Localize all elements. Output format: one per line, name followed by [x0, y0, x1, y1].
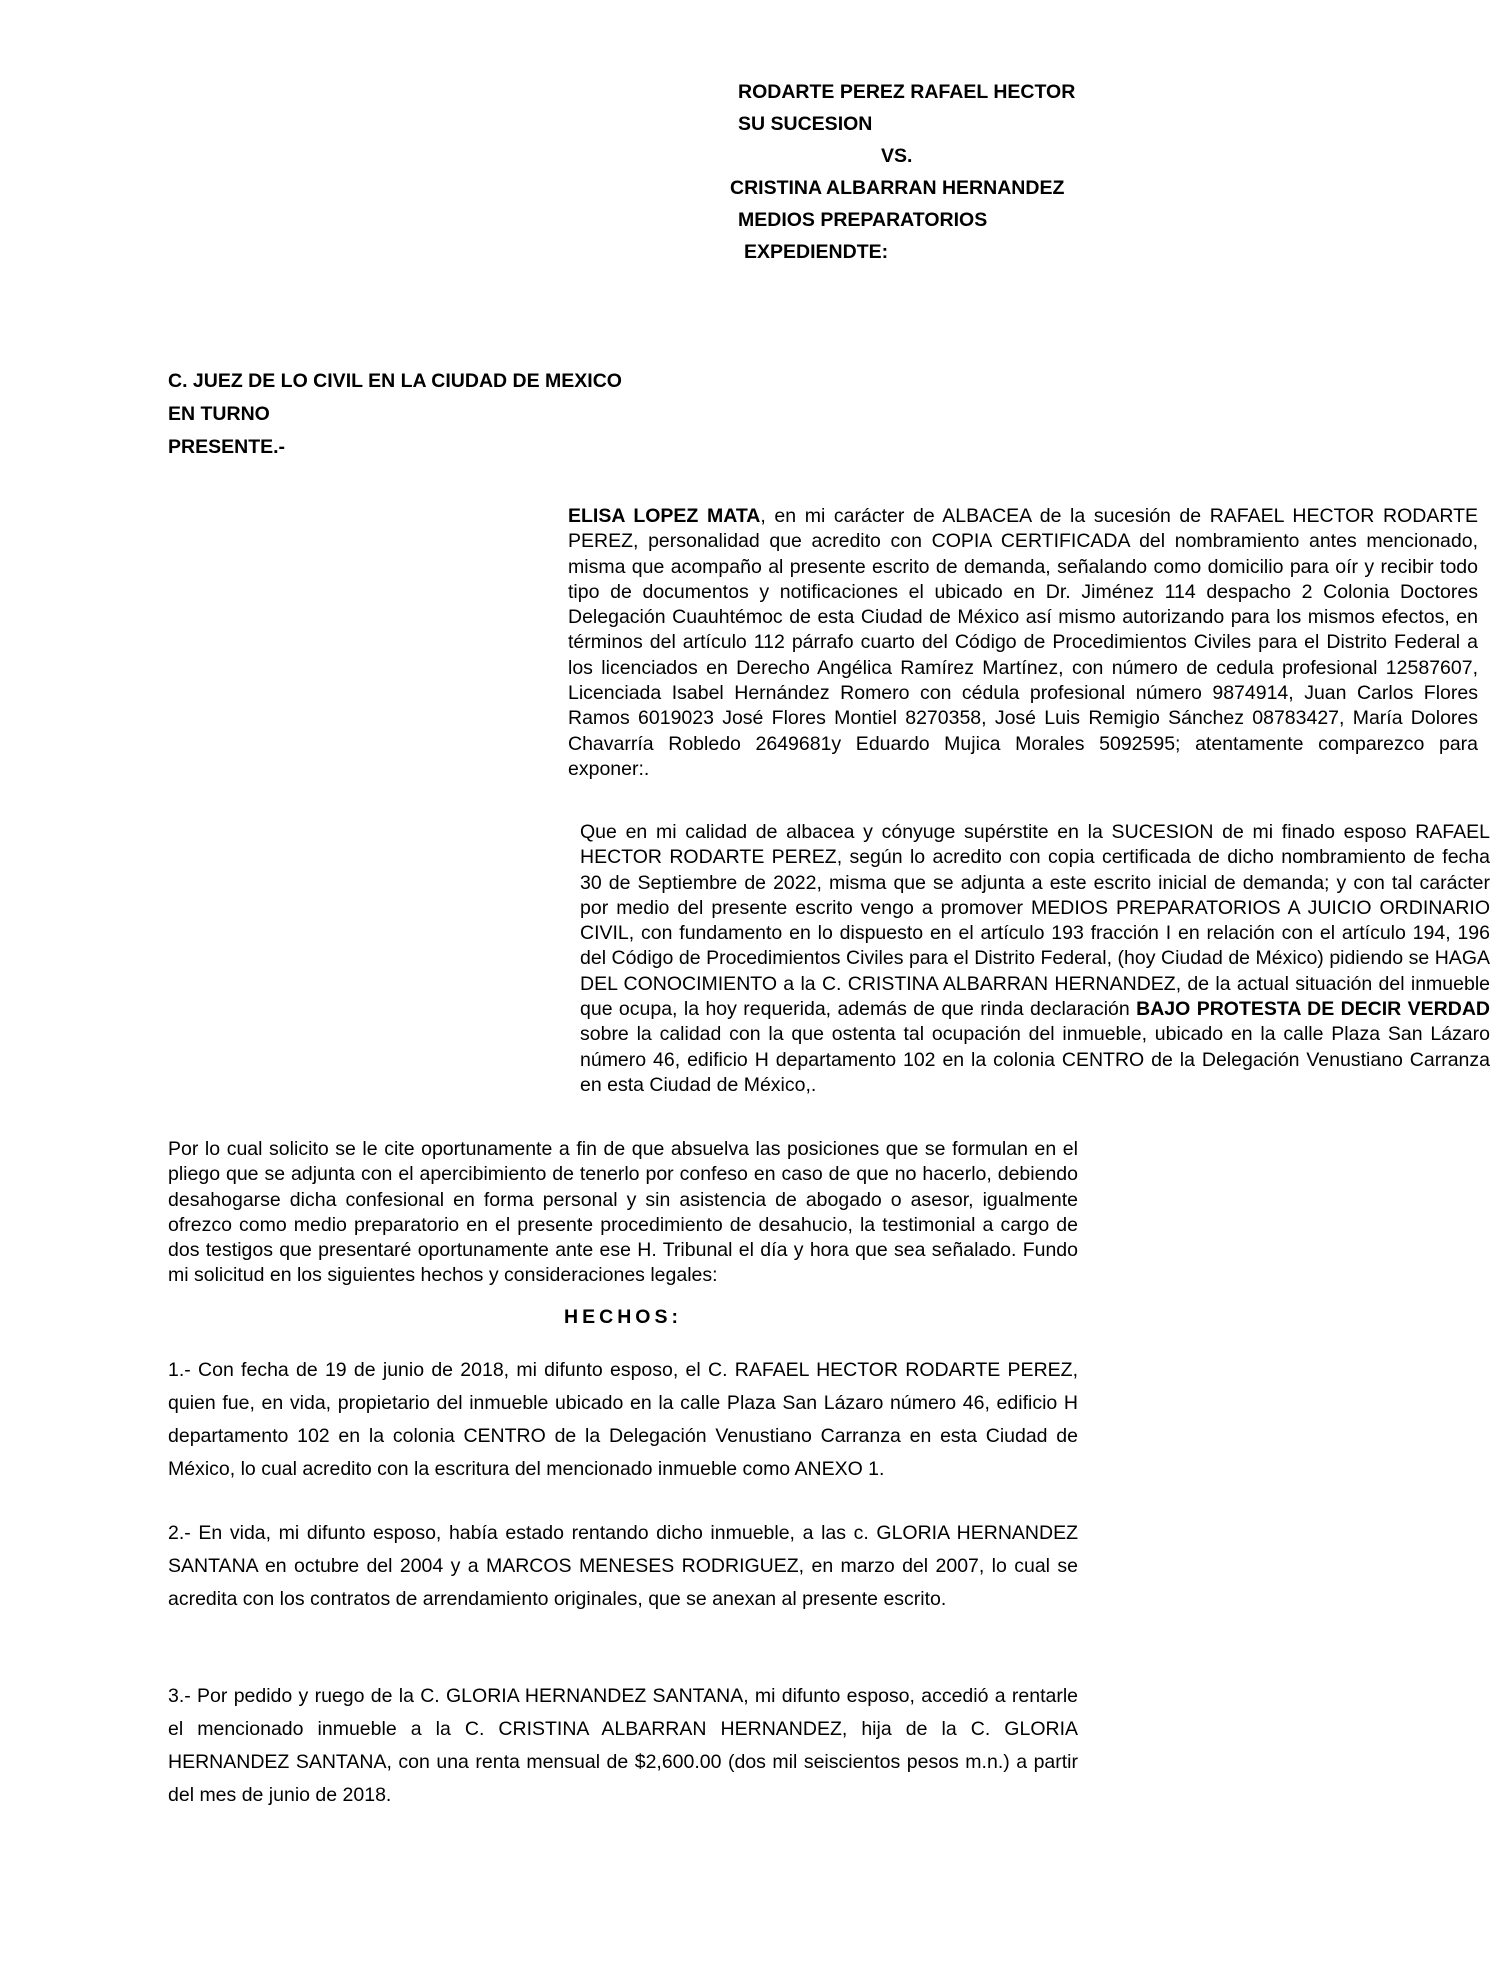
hecho-2: 2.- En vida, mi difunto esposo, había estado rentando dicho inmueble, a las c. GLORIA HERNANDEZ SANTANA en octubre del 2004 y a MARCOS MENESES RODRIGUEZ, en marzo del 2007, lo cual se acredita con los contratos de arrendamiento originales, que se anexan al presente escrito.	[168, 1522, 1078, 1610]
addressee-turn: EN TURNO	[168, 403, 270, 425]
caption-versus: VS.	[881, 145, 913, 167]
intro-text: , en mi carácter de ALBACEA de la sucesión de RAFAEL HECTOR RODARTE PEREZ, personalidad que acredito con COPIA CERTIFICADA del nombramiento antes mencionado, misma que acompaño al presente escrito de demanda, señalando como domicilio para oír y recibir todo tipo de documentos y notificaciones el ubicado en Dr. Jiménez 114 despacho 2 Colonia Doctores Delegación Cuauhtémoc de esta Ciudad de México así mismo autorizando para los mismos efectos, en términos del artículo 112 párrafo cuarto del Código de Procedimientos Civiles para el Distrito Federal a los licenciados en Derecho Angélica Ramírez Martínez, con número de cedula profesional 12587607, Licenciada Isabel Hernández Romero con cédula profesional número 9874914, Juan Carlos Flores Ramos 6019023 José Flores Montiel 8270358, José Luis Remigio Sánchez 08783427, María Dolores Chavarría Robledo 2649681y Eduardo Mujica Morales 5092595; atentamente comparezco para exponer:.	[568, 505, 1478, 780]
petition-bold: BAJO PROTESTA DE DECIR VERDAD	[1136, 998, 1490, 1021]
caption-file-number: EXPEDIENDTE:	[744, 241, 889, 263]
caption-proceeding: MEDIOS PREPARATORIOS	[738, 209, 988, 231]
addressee-judge: C. JUEZ DE LO CIVIL EN LA CIUDAD DE MEXICO	[168, 370, 622, 392]
caption-defendant: CRISTINA ALBARRAN HERNANDEZ	[730, 177, 1065, 199]
case-caption	[730, 76, 1076, 268]
petition-text-b: sobre la calidad con la que ostenta tal ocupación del inmueble, ubicado en la calle Plaza San Lázaro número 46, edificio H departamento 102 en la colonia CENTRO de la Delegación Venustiano Carranza en esta Ciudad de México,.	[580, 1023, 1490, 1096]
caption-succession: SU SUCESION	[738, 113, 873, 135]
caption-plaintiff: RODARTE PEREZ RAFAEL HECTOR	[738, 81, 1076, 103]
intro-paragraph	[168, 504, 1478, 782]
request-paragraph: Por lo cual solicito se le cite oportunamente a fin de que absuelva las posiciones que se formulan en el pliego que se adjunta con el apercibimiento de tenerlo por confeso en caso de que no hacerlo, debiendo desahogarse dicha confesional en forma personal y sin asistencia de abogado o asesor, igualmente ofrezco como medio preparatorio en el presente procedimiento de desahucio, la testimonial a cargo de dos testigos que presentaré oportunamente ante ese H. Tribunal el día y hora que sea señalado. Fundo mi solicitud en los siguientes hechos y consideraciones legales:	[168, 1138, 1078, 1287]
hecho-3: 3.- Por pedido y ruego de la C. GLORIA HERNANDEZ SANTANA, mi difunto esposo, accedió a rentarle el mencionado inmueble a la C. CRISTINA ALBARRAN HERNANDEZ, hija de la C. GLORIA HERNANDEZ SANTANA, con una renta mensual de $2,600.00 (dos mil seiscientos pesos m.n.) a partir del mes de junio de 2018.	[168, 1685, 1078, 1806]
hecho-1: 1.- Con fecha de 19 de junio de 2018, mi difunto esposo, el C. RAFAEL HECTOR RODARTE PEREZ, quien fue, en vida, propietario del inmueble ubicado en la calle Plaza San Lázaro número 46, edificio H departamento 102 en la colonia CENTRO de la Delegación Venustiano Carranza en esta Ciudad de México, lo cual acredito con la escritura del mencionado inmueble como ANEXO 1.	[168, 1359, 1078, 1480]
executor-name: ELISA LOPEZ MATA	[568, 505, 761, 527]
addressee-block	[168, 365, 622, 464]
hechos-heading: HECHOS:	[564, 1306, 682, 1328]
petition-text-a: Que en mi calidad de albacea y cónyuge supérstite en la SUCESION de mi finado esposo RAFAEL HECTOR RODARTE PEREZ, según lo acredito con copia certificada de dicho nombramiento de fecha 30 de Septiembre de 2022, misma que se adjunta a este escrito inicial de demanda; y con tal carácter por medio del presente escrito vengo a promover MEDIOS PREPARATORIOS A JUICIO ORDINARIO CIVIL, con fundamento en lo dispuesto en el artículo 193 fracción I en relación con el artículo 194, 196 del Código de Procedimientos Civiles para el Distrito Federal, (hoy Ciudad de México) pidiendo se HAGA DEL CONOCIMIENTO a la C. CRISTINA ALBARRAN HERNANDEZ, de la actual situación del inmueble que ocupa, la hoy requerida, además de que rinda declaración	[580, 821, 1490, 1021]
petition-paragraph	[168, 820, 1490, 1098]
addressee-present: PRESENTE.-	[168, 436, 286, 458]
